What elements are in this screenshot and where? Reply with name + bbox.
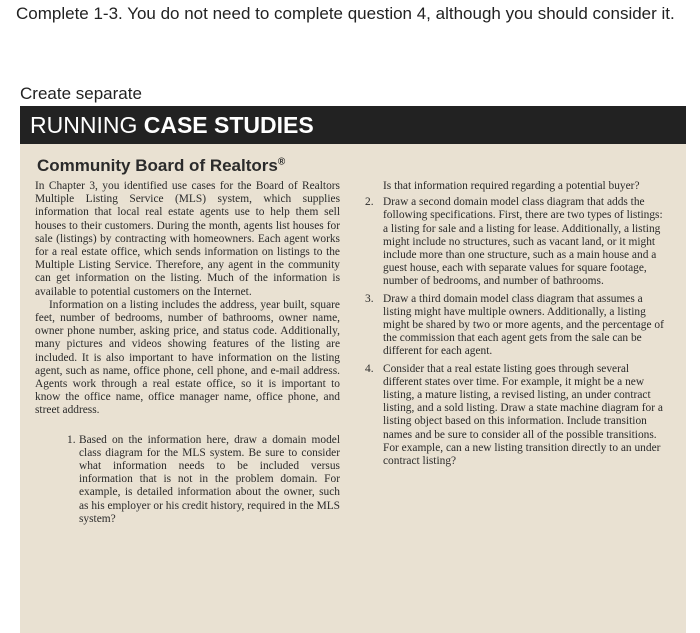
question-3 [365,293,670,359]
banner-part-running: RUNNING [30,112,144,138]
question-3-number: 3. [365,292,374,305]
right-column [365,180,670,472]
create-separate-text: Create separate [20,84,142,103]
question-1-number: 1. [67,433,76,446]
textbook-page [20,144,686,633]
listing-info-paragraph: Information on a listing includes the address, year built, square feet, number of bedrooms, number of bathrooms, owner name, owner phone number, asking price, and status code. Additionally, many pictures and videos showing features of the listing are included. It is also important to have information on the listing agent, such as name, office phone, cell phone, and e-mail address. Agents work through a real estate office, so it is important to know the office name, office manager name, office phone, and street address. [35,298,340,417]
question-list-left [35,434,340,526]
question-1 [67,434,340,526]
question-2 [365,196,670,288]
question-1-continued: Is that information required regarding a potential buyer? [383,180,640,192]
banner-part-case-studies: CASE STUDIES [143,112,314,138]
left-column [35,180,340,530]
question-2-text: Draw a second domain model class diagram that adds the following specifications. First, there are two types of listings: a listing for sale and a listing for lease. Additionally, a listing might include no structures, such as vacant land, or it might include more than one structure, such as a main house and a guest house, each with separate values for square footage, number of bedrooms, and number of bathrooms. [383,196,663,288]
question-list-right [365,196,670,468]
case-title-text: Community Board of Realtors [37,156,278,175]
registered-mark: ® [277,156,286,168]
intro-paragraph: In Chapter 3, you identified use cases for the Board of Realtors Multiple Listing Service (MLS) system, which supplies information that local real estate agents use to help them sell houses to their customers. During the month, agents list houses for sale (listings) by contracting with homeowners. Each agent works for a real estate office, which sends information on listings to the Multiple Listing Service. Therefore, any agent in the community can get information on the listing. Much of the information is available to potential customers on the Internet. [35,180,340,298]
case-title [37,156,285,176]
question-2-number: 2. [365,196,374,209]
running-case-studies-banner [20,106,686,144]
question-1-text: Based on the information here, draw a domain model class diagram for the MLS system. Be sure to consider what information needs to be included versus information that is not in the problem domain. For example, is detailed information about the owner, such as his employer or his credit history, required in the MLS system? [79,433,340,525]
question-3-text: Draw a third domain model class diagram that assumes a listing might have multiple owners. Additionally, a listing might be shared by two or more agents, and the percentage of the commission that each agent gets from the sale can be different for each agent. [383,292,664,358]
question-4-number: 4. [365,362,374,375]
question-4-text: Consider that a real estate listing goes through several different states over time. For example, it might be a new listing, a mature listing, a revised listing, an under contract listing, and a sold listing. Draw a state machine diagram for a listing object based on this information. Include transition names and be sure to consider all of the possible transitions. For example, can a new listing transition directly to an under contract listing? [383,362,663,468]
question-4 [365,363,670,469]
instruction-text: Complete 1-3. You do not need to complete question 4, although you should consider it. [16,4,675,23]
